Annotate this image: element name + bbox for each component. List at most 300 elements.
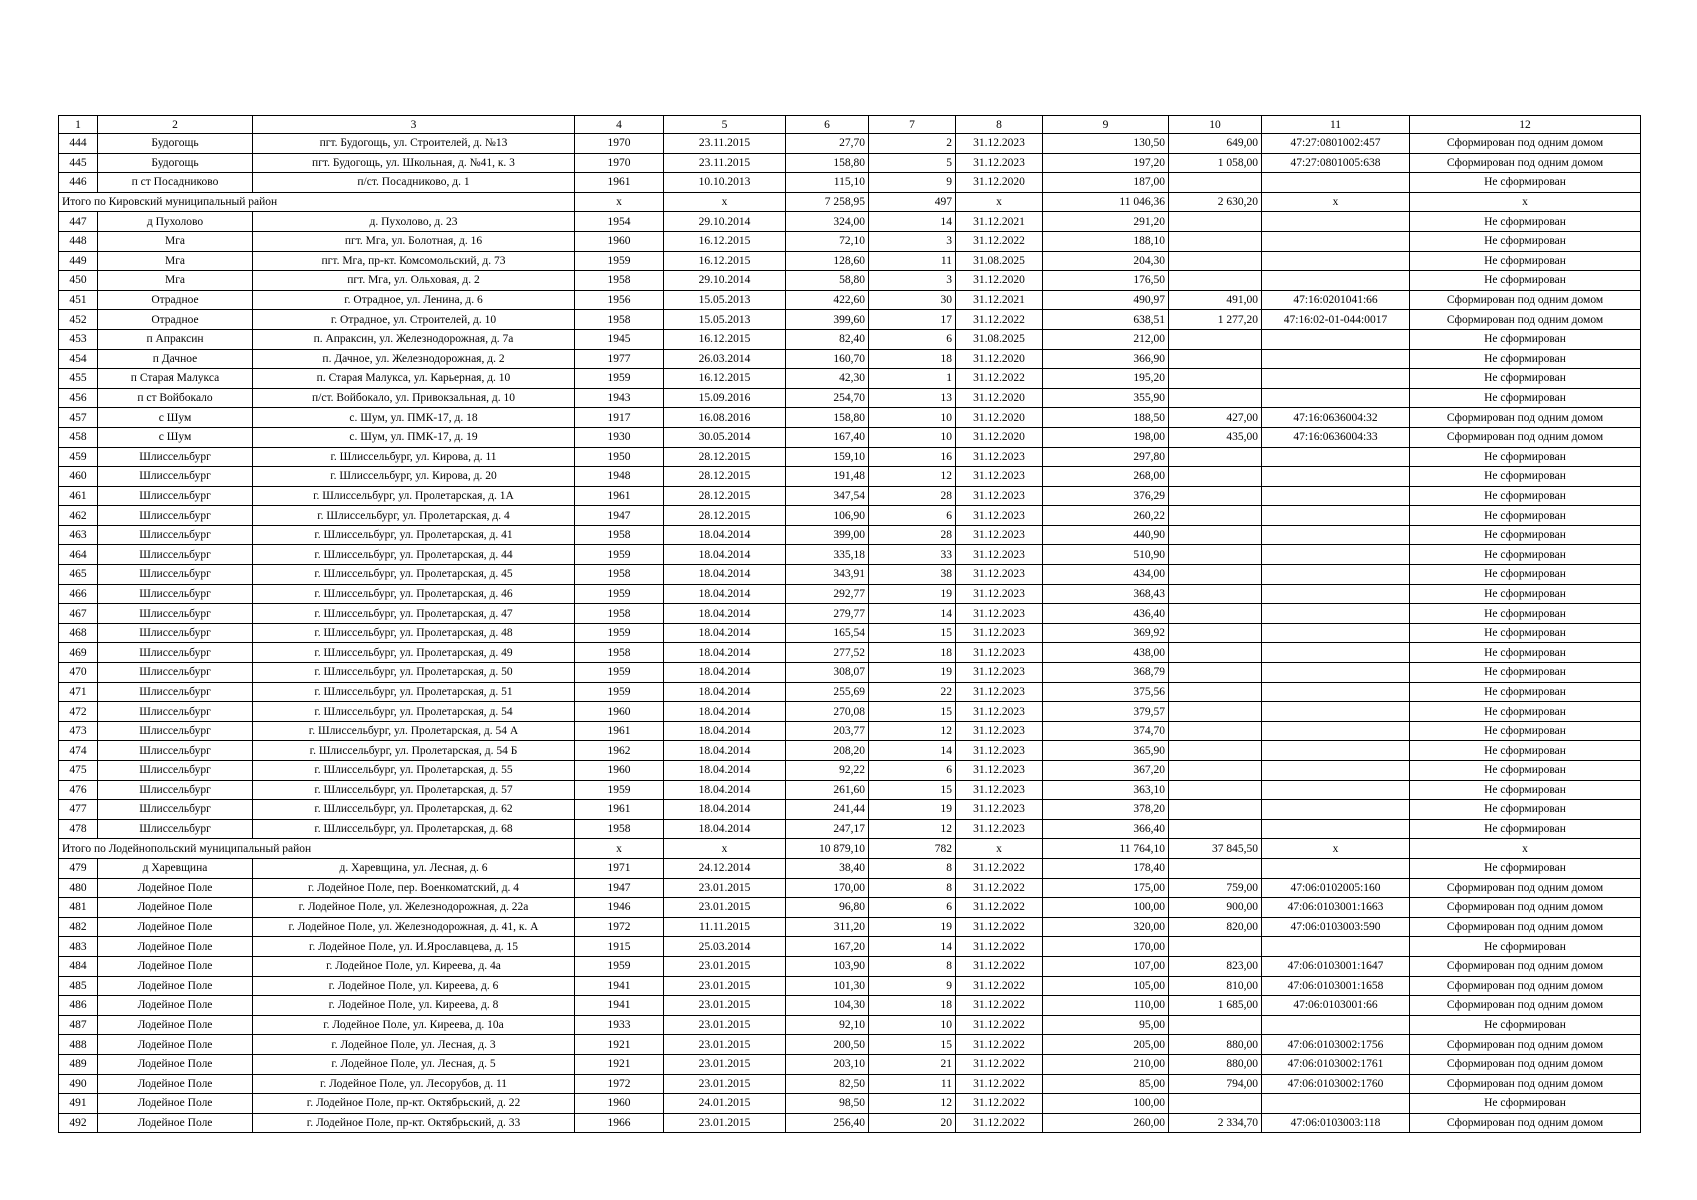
table-cell: 436,40 xyxy=(1043,604,1169,624)
table-cell: 19 xyxy=(869,584,956,604)
table-cell: 47:16:0636004:33 xyxy=(1262,427,1410,447)
table-cell: 128,60 xyxy=(786,251,869,271)
table-cell: 311,20 xyxy=(786,917,869,937)
total-cell: 11 046,36 xyxy=(1043,192,1169,212)
table-cell: 355,90 xyxy=(1043,388,1169,408)
table-cell: 24.01.2015 xyxy=(664,1094,786,1114)
table-cell: 1959 xyxy=(575,663,664,683)
table-cell xyxy=(1262,447,1410,467)
table-row xyxy=(59,682,1641,702)
table-cell: п Апраксин xyxy=(98,329,253,349)
table-cell: д Харевщина xyxy=(98,858,253,878)
table-cell: 23.01.2015 xyxy=(664,1035,786,1055)
table-cell: Шлиссельбург xyxy=(98,800,253,820)
table-cell: 297,80 xyxy=(1043,447,1169,467)
table-cell: 158,80 xyxy=(786,408,869,428)
table-cell: Мга xyxy=(98,231,253,251)
total-cell: 11 764,10 xyxy=(1043,839,1169,859)
table-cell: Не сформирован xyxy=(1410,584,1641,604)
table-cell: 378,20 xyxy=(1043,800,1169,820)
table-cell: Сформирован под одним домом xyxy=(1410,427,1641,447)
table-cell: г. Лодейное Поле, ул. Киреева, д. 4а xyxy=(253,956,575,976)
column-number-header: 5 xyxy=(664,116,786,134)
table-cell: 308,07 xyxy=(786,663,869,683)
table-cell: 335,18 xyxy=(786,545,869,565)
table-cell: 18.04.2014 xyxy=(664,780,786,800)
table-cell: 23.01.2015 xyxy=(664,996,786,1016)
table-cell: 820,00 xyxy=(1169,917,1262,937)
table-cell xyxy=(1262,173,1410,193)
table-cell: 461 xyxy=(59,486,98,506)
table-cell: 1941 xyxy=(575,996,664,1016)
table-cell: 29.10.2014 xyxy=(664,271,786,291)
table-cell: г. Лодейное Поле, ул. Киреева, д. 6 xyxy=(253,976,575,996)
table-cell: Лодейное Поле xyxy=(98,937,253,957)
table-cell: 1958 xyxy=(575,565,664,585)
table-cell: 33 xyxy=(869,545,956,565)
table-row xyxy=(59,212,1641,232)
table-cell: 31.12.2023 xyxy=(956,800,1043,820)
table-cell: Сформирован под одним домом xyxy=(1410,878,1641,898)
table-cell: Шлиссельбург xyxy=(98,525,253,545)
table-cell: 1958 xyxy=(575,525,664,545)
table-cell: 98,50 xyxy=(786,1094,869,1114)
table-row xyxy=(59,153,1641,173)
table-cell: 31.12.2023 xyxy=(956,741,1043,761)
table-cell: 15 xyxy=(869,623,956,643)
table-cell xyxy=(1169,819,1262,839)
table-row xyxy=(59,467,1641,487)
table-cell: 444 xyxy=(59,134,98,154)
table-cell: Не сформирован xyxy=(1410,329,1641,349)
table-cell: 31.12.2020 xyxy=(956,388,1043,408)
table-cell: 1948 xyxy=(575,467,664,487)
table-cell: Не сформирован xyxy=(1410,565,1641,585)
total-cell: x xyxy=(956,839,1043,859)
table-cell: 1956 xyxy=(575,290,664,310)
table-cell: 472 xyxy=(59,702,98,722)
table-cell: 480 xyxy=(59,878,98,898)
table-cell xyxy=(1262,584,1410,604)
table-cell: Сформирован под одним домом xyxy=(1410,976,1641,996)
table-cell: 453 xyxy=(59,329,98,349)
table-cell: 31.12.2023 xyxy=(956,663,1043,683)
table-cell xyxy=(1262,702,1410,722)
table-row xyxy=(59,231,1641,251)
table-cell: 2 334,70 xyxy=(1169,1113,1262,1133)
table-cell: 485 xyxy=(59,976,98,996)
table-cell xyxy=(1262,937,1410,957)
table-cell: 31.12.2022 xyxy=(956,1035,1043,1055)
table-cell xyxy=(1262,604,1410,624)
table-cell: 1971 xyxy=(575,858,664,878)
table-cell: Сформирован под одним домом xyxy=(1410,1035,1641,1055)
table-cell: 464 xyxy=(59,545,98,565)
table-cell: 486 xyxy=(59,996,98,1016)
table-row xyxy=(59,271,1641,291)
table-cell: 15 xyxy=(869,1035,956,1055)
table-cell: 6 xyxy=(869,761,956,781)
table-cell: 292,77 xyxy=(786,584,869,604)
table-cell: 478 xyxy=(59,819,98,839)
table-cell: 29.10.2014 xyxy=(664,212,786,232)
table-cell: 399,00 xyxy=(786,525,869,545)
table-cell xyxy=(1169,741,1262,761)
table-row xyxy=(59,447,1641,467)
table-cell xyxy=(1262,1094,1410,1114)
table-cell: 18.04.2014 xyxy=(664,565,786,585)
table-cell: 47:06:0103002:1761 xyxy=(1262,1054,1410,1074)
table-cell: д. Харевщина, ул. Лесная, д. 6 xyxy=(253,858,575,878)
table-cell: Будогощь xyxy=(98,153,253,173)
table-row xyxy=(59,427,1641,447)
table-cell: 10 xyxy=(869,427,956,447)
table-cell: 187,00 xyxy=(1043,173,1169,193)
table-cell: Сформирован под одним домом xyxy=(1410,898,1641,918)
table-row xyxy=(59,741,1641,761)
table-cell: п/ст. Посадниково, д. 1 xyxy=(253,173,575,193)
table-cell: 469 xyxy=(59,643,98,663)
table-cell: 366,90 xyxy=(1043,349,1169,369)
table-row xyxy=(59,1054,1641,1074)
table-row xyxy=(59,702,1641,722)
total-cell: 782 xyxy=(869,839,956,859)
table-cell: 106,90 xyxy=(786,506,869,526)
table-row xyxy=(59,1015,1641,1035)
table-cell: 18.04.2014 xyxy=(664,545,786,565)
table-cell: 12 xyxy=(869,1094,956,1114)
table-cell: 365,90 xyxy=(1043,741,1169,761)
table-cell: 31.12.2023 xyxy=(956,447,1043,467)
table-cell: г. Шлиссельбург, ул. Пролетарская, д. 47 xyxy=(253,604,575,624)
table-cell xyxy=(1262,780,1410,800)
table-cell: 31.12.2022 xyxy=(956,1094,1043,1114)
table-cell: 8 xyxy=(869,956,956,976)
table-cell: г. Шлиссельбург, ул. Пролетарская, д. 44 xyxy=(253,545,575,565)
table-cell: г. Шлиссельбург, ул. Пролетарская, д. 57 xyxy=(253,780,575,800)
table-cell: 21 xyxy=(869,1054,956,1074)
table-cell: 1959 xyxy=(575,623,664,643)
table-cell: Не сформирован xyxy=(1410,682,1641,702)
table-cell: п. Апраксин, ул. Железнодорожная, д. 7а xyxy=(253,329,575,349)
table-cell: Не сформирован xyxy=(1410,741,1641,761)
table-cell: 18.04.2014 xyxy=(664,800,786,820)
table-cell: 449 xyxy=(59,251,98,271)
table-cell: п ст Посадниково xyxy=(98,173,253,193)
table-cell: 38,40 xyxy=(786,858,869,878)
table-cell: 92,22 xyxy=(786,761,869,781)
table-cell: д Пухолово xyxy=(98,212,253,232)
table-cell: 291,20 xyxy=(1043,212,1169,232)
table-cell: 15 xyxy=(869,780,956,800)
total-cell: 37 845,50 xyxy=(1169,839,1262,859)
table-cell: 82,40 xyxy=(786,329,869,349)
table-cell: 23.11.2015 xyxy=(664,134,786,154)
table-row xyxy=(59,584,1641,604)
table-row xyxy=(59,878,1641,898)
table-cell: 379,57 xyxy=(1043,702,1169,722)
table-cell: 96,80 xyxy=(786,898,869,918)
table-cell: Не сформирован xyxy=(1410,623,1641,643)
table-row xyxy=(59,721,1641,741)
table-cell: 47:16:02-01-044:0017 xyxy=(1262,310,1410,330)
table-cell: 455 xyxy=(59,369,98,389)
table-cell: 467 xyxy=(59,604,98,624)
table-cell: Не сформирован xyxy=(1410,819,1641,839)
table-cell: Лодейное Поле xyxy=(98,956,253,976)
table-cell: 638,51 xyxy=(1043,310,1169,330)
table-cell: 463 xyxy=(59,525,98,545)
district-total-label: Итого по Кировский муниципальный район xyxy=(59,192,575,212)
table-cell: 47:06:0103003:590 xyxy=(1262,917,1410,937)
table-cell: Шлиссельбург xyxy=(98,467,253,487)
table-cell: 468 xyxy=(59,623,98,643)
table-cell: 28 xyxy=(869,486,956,506)
total-cell: x xyxy=(664,192,786,212)
table-cell: г. Лодейное Поле, ул. Лесная, д. 3 xyxy=(253,1035,575,1055)
table-cell: 92,10 xyxy=(786,1015,869,1035)
table-cell: пгт. Мга, ул. Ольховая, д. 2 xyxy=(253,271,575,291)
table-cell: Шлиссельбург xyxy=(98,486,253,506)
table-cell: 369,92 xyxy=(1043,623,1169,643)
table-cell: 1 685,00 xyxy=(1169,996,1262,1016)
table-cell: 14 xyxy=(869,937,956,957)
table-cell xyxy=(1169,329,1262,349)
table-cell: 492 xyxy=(59,1113,98,1133)
table-cell: 31.12.2022 xyxy=(956,1015,1043,1035)
table-cell: 58,80 xyxy=(786,271,869,291)
column-number-header: 7 xyxy=(869,116,956,134)
table-cell: Лодейное Поле xyxy=(98,1054,253,1074)
table-cell xyxy=(1262,663,1410,683)
table-row xyxy=(59,565,1641,585)
table-cell: 6 xyxy=(869,329,956,349)
table-cell: 47:16:0201041:66 xyxy=(1262,290,1410,310)
table-cell: 1947 xyxy=(575,506,664,526)
table-cell: 1947 xyxy=(575,878,664,898)
table-cell: 101,30 xyxy=(786,976,869,996)
table-cell: 188,10 xyxy=(1043,231,1169,251)
table-cell xyxy=(1169,271,1262,291)
table-cell: 11 xyxy=(869,1074,956,1094)
column-number-header: 10 xyxy=(1169,116,1262,134)
table-cell: 31.12.2020 xyxy=(956,173,1043,193)
table-cell: 170,00 xyxy=(1043,937,1169,957)
table-cell: 1961 xyxy=(575,800,664,820)
table-cell: 31.12.2023 xyxy=(956,721,1043,741)
table-cell: 30.05.2014 xyxy=(664,427,786,447)
table-cell: 158,80 xyxy=(786,153,869,173)
table-cell: г. Лодейное Поле, ул. Железнодорожная, д. 22а xyxy=(253,898,575,918)
table-cell: с. Шум, ул. ПМК-17, д. 18 xyxy=(253,408,575,428)
table-cell xyxy=(1169,584,1262,604)
table-cell: 28.12.2015 xyxy=(664,467,786,487)
table-cell: 10.10.2013 xyxy=(664,173,786,193)
table-row xyxy=(59,761,1641,781)
table-cell: 95,00 xyxy=(1043,1015,1169,1035)
table-cell: 268,00 xyxy=(1043,467,1169,487)
table-cell: 488 xyxy=(59,1035,98,1055)
table-cell: 422,60 xyxy=(786,290,869,310)
table-cell: 1961 xyxy=(575,173,664,193)
table-row xyxy=(59,173,1641,193)
table-cell: 435,00 xyxy=(1169,427,1262,447)
table-cell: 82,50 xyxy=(786,1074,869,1094)
table-cell xyxy=(1169,545,1262,565)
table-cell: 23.01.2015 xyxy=(664,878,786,898)
table-cell: 12 xyxy=(869,721,956,741)
table-cell: Не сформирован xyxy=(1410,858,1641,878)
housing-register-table xyxy=(58,115,1641,1133)
table-cell: 14 xyxy=(869,212,956,232)
column-number-header: 3 xyxy=(253,116,575,134)
table-cell: 23.01.2015 xyxy=(664,956,786,976)
table-cell: 1977 xyxy=(575,349,664,369)
table-cell: 23.01.2015 xyxy=(664,1015,786,1035)
table-cell: Сформирован под одним домом xyxy=(1410,408,1641,428)
table-cell xyxy=(1169,663,1262,683)
table-cell: 880,00 xyxy=(1169,1035,1262,1055)
table-cell: Шлиссельбург xyxy=(98,682,253,702)
table-cell: 477 xyxy=(59,800,98,820)
table-cell: 18.04.2014 xyxy=(664,663,786,683)
table-cell xyxy=(1169,761,1262,781)
table-cell xyxy=(1262,1015,1410,1035)
table-cell: 167,20 xyxy=(786,937,869,957)
table-cell: Не сформирован xyxy=(1410,800,1641,820)
table-cell: г. Шлиссельбург, ул. Пролетарская, д. 62 xyxy=(253,800,575,820)
table-row xyxy=(59,1074,1641,1094)
column-number-header: 6 xyxy=(786,116,869,134)
table-cell: 191,48 xyxy=(786,467,869,487)
table-cell: г. Шлиссельбург, ул. Пролетарская, д. 54 Б xyxy=(253,741,575,761)
table-cell: 1917 xyxy=(575,408,664,428)
table-cell xyxy=(1169,702,1262,722)
table-cell: 260,00 xyxy=(1043,1113,1169,1133)
table-cell: 466 xyxy=(59,584,98,604)
table-cell xyxy=(1169,212,1262,232)
table-cell: 451 xyxy=(59,290,98,310)
table-cell xyxy=(1262,858,1410,878)
table-cell xyxy=(1169,565,1262,585)
table-cell xyxy=(1169,388,1262,408)
table-cell: 1961 xyxy=(575,486,664,506)
table-cell: Сформирован под одним домом xyxy=(1410,996,1641,1016)
table-cell: г. Лодейное Поле, ул. Киреева, д. 8 xyxy=(253,996,575,1016)
table-cell: 18.04.2014 xyxy=(664,819,786,839)
table-cell: г. Шлиссельбург, ул. Пролетарская, д. 45 xyxy=(253,565,575,585)
table-cell: 31.12.2023 xyxy=(956,623,1043,643)
table-cell: Не сформирован xyxy=(1410,545,1641,565)
column-number-row xyxy=(59,116,1641,134)
table-cell: 31.12.2021 xyxy=(956,290,1043,310)
table-cell: 347,54 xyxy=(786,486,869,506)
table-cell: Не сформирован xyxy=(1410,231,1641,251)
table-cell: 12 xyxy=(869,819,956,839)
table-cell: 9 xyxy=(869,976,956,996)
table-cell: 110,00 xyxy=(1043,996,1169,1016)
table-cell: Сформирован под одним домом xyxy=(1410,956,1641,976)
table-cell: 19 xyxy=(869,917,956,937)
table-cell: 1941 xyxy=(575,976,664,996)
total-cell: x xyxy=(575,839,664,859)
table-cell: 103,90 xyxy=(786,956,869,976)
table-cell: Лодейное Поле xyxy=(98,996,253,1016)
table-row xyxy=(59,898,1641,918)
table-cell: г. Шлиссельбург, ул. Пролетарская, д. 68 xyxy=(253,819,575,839)
table-cell: 31.12.2022 xyxy=(956,369,1043,389)
table-cell: 22 xyxy=(869,682,956,702)
table-cell xyxy=(1169,251,1262,271)
total-cell: x xyxy=(956,192,1043,212)
column-number-header: 2 xyxy=(98,116,253,134)
table-cell: 3 xyxy=(869,231,956,251)
table-cell: 5 xyxy=(869,153,956,173)
table-row xyxy=(59,917,1641,937)
table-cell: 445 xyxy=(59,153,98,173)
table-cell: Сформирован под одним домом xyxy=(1410,1113,1641,1133)
table-cell: Шлиссельбург xyxy=(98,584,253,604)
table-cell: 31.12.2023 xyxy=(956,702,1043,722)
table-cell: с. Шум, ул. ПМК-17, д. 19 xyxy=(253,427,575,447)
table-cell: 1960 xyxy=(575,1094,664,1114)
table-cell: 459 xyxy=(59,447,98,467)
table-cell: г. Шлиссельбург, ул. Пролетарская, д. 54 А xyxy=(253,721,575,741)
table-cell: 208,20 xyxy=(786,741,869,761)
table-row xyxy=(59,976,1641,996)
table-cell: 15.09.2016 xyxy=(664,388,786,408)
table-cell: 28.12.2015 xyxy=(664,447,786,467)
table-cell: Шлиссельбург xyxy=(98,761,253,781)
column-number-header: 11 xyxy=(1262,116,1410,134)
table-cell: 1 xyxy=(869,369,956,389)
table-cell: г. Шлиссельбург, ул. Пролетарская, д. 51 xyxy=(253,682,575,702)
table-cell: 42,30 xyxy=(786,369,869,389)
table-cell xyxy=(1262,467,1410,487)
table-cell: 212,00 xyxy=(1043,329,1169,349)
table-row xyxy=(59,858,1641,878)
table-cell: 1921 xyxy=(575,1035,664,1055)
table-cell: 473 xyxy=(59,721,98,741)
table-cell: 47:06:0103003:118 xyxy=(1262,1113,1410,1133)
table-cell: Лодейное Поле xyxy=(98,917,253,937)
table-cell: Не сформирован xyxy=(1410,369,1641,389)
table-cell: Будогощь xyxy=(98,134,253,154)
table-cell: г. Шлиссельбург, ул. Пролетарская, д. 4 xyxy=(253,506,575,526)
table-cell: Шлиссельбург xyxy=(98,565,253,585)
table-cell xyxy=(1169,780,1262,800)
district-total-row xyxy=(59,192,1641,212)
table-cell: г. Шлиссельбург, ул. Пролетарская, д. 1А xyxy=(253,486,575,506)
table-cell: Не сформирован xyxy=(1410,721,1641,741)
table-cell: Шлиссельбург xyxy=(98,447,253,467)
table-cell xyxy=(1169,682,1262,702)
table-cell: 448 xyxy=(59,231,98,251)
table-cell: 1958 xyxy=(575,271,664,291)
total-cell: x xyxy=(1410,839,1641,859)
table-cell: 115,10 xyxy=(786,173,869,193)
table-cell: Шлиссельбург xyxy=(98,741,253,761)
table-cell: 205,00 xyxy=(1043,1035,1169,1055)
table-cell: 31.12.2023 xyxy=(956,604,1043,624)
table-cell: 47:06:0103001:66 xyxy=(1262,996,1410,1016)
table-cell: 3 xyxy=(869,271,956,291)
table-cell: Шлиссельбург xyxy=(98,780,253,800)
table-cell: 31.12.2022 xyxy=(956,1074,1043,1094)
table-cell: 482 xyxy=(59,917,98,937)
table-cell: 376,29 xyxy=(1043,486,1169,506)
table-cell: 28 xyxy=(869,525,956,545)
